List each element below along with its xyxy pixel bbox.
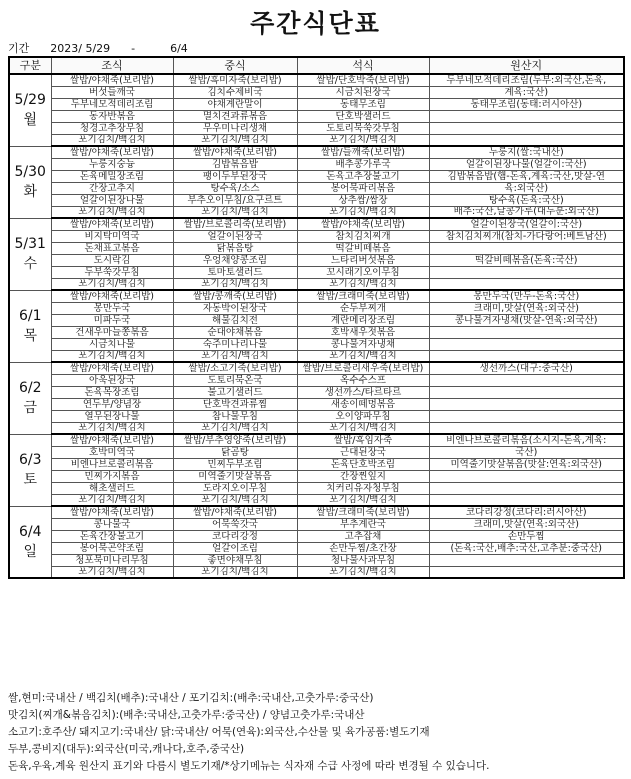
- breakfast-cell: 콩나물국: [51, 518, 173, 530]
- origin-notes: [8, 690, 623, 775]
- origin-cell: [429, 398, 624, 410]
- origin-cell: [429, 326, 624, 338]
- breakfast-cell: 쌀밥/야채죽(보리밥): [51, 290, 173, 302]
- table-row: [9, 242, 624, 254]
- table-row: [9, 146, 624, 158]
- origin-cell: 두부네모적데리조림(두부:외국산,돈육,: [429, 74, 624, 86]
- table-row: [9, 398, 624, 410]
- origin-cell: [429, 410, 624, 422]
- table-row: [9, 74, 624, 86]
- table-row: [9, 554, 624, 566]
- origin-cell: [429, 494, 624, 506]
- origin-cell: 배추:국산,날콩가루(대두분:외국산): [429, 206, 624, 218]
- breakfast-cell: 쌀밥/야채죽(보리밥): [51, 434, 173, 446]
- breakfast-cell: 돈육메밀장조림: [51, 170, 173, 182]
- header-lunch: 중식: [173, 57, 297, 74]
- note-line: 두부,콩비지(대두):외국산(미국,캐나다,호주,중국산): [8, 743, 245, 755]
- dinner-cell: 돈육고추장불고기: [297, 170, 429, 182]
- lunch-cell: 우엉채양콩조림: [173, 254, 297, 266]
- origin-cell: 계육:국산): [429, 86, 624, 98]
- breakfast-cell: 포기김치/백김치: [51, 350, 173, 362]
- origin-cell: [429, 266, 624, 278]
- table-row: [9, 326, 624, 338]
- table-row: [9, 338, 624, 350]
- day-label: [9, 218, 51, 290]
- dinner-cell: 포기김치/백김치: [297, 422, 429, 434]
- breakfast-cell: 누룽지숭늉: [51, 158, 173, 170]
- lunch-cell: 포기김치/백김치: [173, 134, 297, 146]
- table-row: [9, 110, 624, 122]
- day-weekday: 일: [23, 543, 38, 560]
- origin-cell: 육:외국산): [429, 182, 624, 194]
- day-label: [9, 290, 51, 362]
- day-label: [9, 74, 51, 146]
- lunch-cell: 쌀밥/야채죽(보리밥): [173, 146, 297, 158]
- origin-cell: 비엔나브로콜리볶음(소시지-돈육,계육:: [429, 434, 624, 446]
- dinner-cell: 포기김치/백김치: [297, 494, 429, 506]
- header-breakfast: 조식: [51, 57, 173, 74]
- origin-cell: [429, 470, 624, 482]
- day-date: 5/30: [14, 164, 46, 180]
- dinner-cell: 호박새우젓볶음: [297, 326, 429, 338]
- header-category: 구분: [9, 57, 51, 74]
- table-row: [9, 314, 624, 326]
- dinner-cell: 청나물사과무침: [297, 554, 429, 566]
- note-line: 맛김치(찌개&볶음김치):(배추:국내산,고춧가루:중국산) / 양념고춧가루:국내산: [8, 709, 365, 721]
- dinner-cell: 포기김치/백김치: [297, 206, 429, 218]
- breakfast-cell: 호박미역국: [51, 446, 173, 458]
- dinner-cell: 시금치된장국: [297, 86, 429, 98]
- dinner-cell: 생선까스/타르타르: [297, 386, 429, 398]
- breakfast-cell: 돈육간장불고기: [51, 530, 173, 542]
- day-date: 6/1: [18, 308, 42, 324]
- dinner-cell: 손만두찜/초간장: [297, 542, 429, 554]
- breakfast-cell: 청경고추장무침: [51, 122, 173, 134]
- dinner-cell: 오이양파무침: [297, 410, 429, 422]
- header-row: [9, 57, 624, 74]
- origin-cell: 생선까스(대구:중국산): [429, 362, 624, 374]
- day-weekday: 금: [23, 400, 38, 416]
- day-date: 5/29: [14, 92, 46, 109]
- table-row: [9, 218, 624, 230]
- breakfast-cell: 얼갈이된장나물: [51, 194, 173, 206]
- origin-cell: [429, 122, 624, 134]
- table-row: [9, 386, 624, 398]
- table-row: [9, 530, 624, 542]
- origin-cell: 몽만두국(만두-돈육:국산): [429, 290, 624, 302]
- breakfast-cell: 포기김치/백김치: [51, 494, 173, 506]
- lunch-cell: 닭볶음탕: [173, 242, 297, 254]
- lunch-cell: 순대야채볶음: [173, 326, 297, 338]
- lunch-cell: 도라지오이무침: [173, 482, 297, 494]
- origin-cell: 김밥볶음밥(햄-돈육,계육:국산,맛살-연: [429, 170, 624, 182]
- dinner-cell: 계란메리장조림: [297, 314, 429, 326]
- breakfast-cell: 민찌가지볶음: [51, 470, 173, 482]
- lunch-cell: 얼갈이조림: [173, 542, 297, 554]
- breakfast-cell: 두부네모적데리조림: [51, 98, 173, 110]
- table-row: [9, 482, 624, 494]
- dinner-cell: 떡갈비떼볶음: [297, 242, 429, 254]
- origin-cell: [429, 566, 624, 578]
- table-row: [9, 194, 624, 206]
- table-row: [9, 86, 624, 98]
- day-date: 6/2: [18, 380, 42, 396]
- origin-cell: 얼갈이된장나물(얼갈이:국산): [429, 158, 624, 170]
- breakfast-cell: 포기김치/백김치: [51, 422, 173, 434]
- lunch-cell: 쌀밥/소고기죽(보리밥): [173, 362, 297, 374]
- origin-cell: [429, 422, 624, 434]
- breakfast-cell: 포기김치/백김치: [51, 278, 173, 290]
- lunch-cell: 코다리강정: [173, 530, 297, 542]
- dinner-cell: 도토리묵쑥갓무침: [297, 122, 429, 134]
- lunch-cell: 야채계란말이: [173, 98, 297, 110]
- dinner-cell: 쌀밥/크래미죽(보리밥): [297, 290, 429, 302]
- lunch-cell: 포기김치/백김치: [173, 350, 297, 362]
- dinner-cell: 느타리버섯볶음: [297, 254, 429, 266]
- breakfast-cell: 동자반볶음: [51, 110, 173, 122]
- origin-cell: [429, 110, 624, 122]
- table-row: [9, 230, 624, 242]
- breakfast-cell: 쌀밥/야채죽(보리밥): [51, 74, 173, 86]
- origin-cell: [429, 242, 624, 254]
- dinner-cell: 배추콩가루국: [297, 158, 429, 170]
- period-start: 2023/ 5/29: [50, 42, 111, 55]
- lunch-cell: 단호박견과류찜: [173, 398, 297, 410]
- day-label: [9, 362, 51, 434]
- lunch-cell: 포기김치/백김치: [173, 422, 297, 434]
- dinner-cell: 옥수수스프: [297, 374, 429, 386]
- origin-cell: [429, 374, 624, 386]
- table-row: [9, 302, 624, 314]
- origin-cell: 동태무조림(동태:러시아산): [429, 98, 624, 110]
- dinner-cell: 콩나물겨자냉채: [297, 338, 429, 350]
- lunch-cell: 도토리묵온국: [173, 374, 297, 386]
- breakfast-cell: 버섯들깨국: [51, 86, 173, 98]
- breakfast-cell: 두부쑥갓무침: [51, 266, 173, 278]
- dinner-cell: 치커리유자청무침: [297, 482, 429, 494]
- lunch-cell: 포기김치/백김치: [173, 494, 297, 506]
- origin-cell: [429, 482, 624, 494]
- dinner-cell: 포기김치/백김치: [297, 278, 429, 290]
- lunch-cell: 포기김치/백김치: [173, 206, 297, 218]
- dinner-cell: 쌀밥/브로콜리새우죽(보리밥): [297, 362, 429, 374]
- lunch-cell: 무우미나리생채: [173, 122, 297, 134]
- breakfast-cell: 포기김치/백김치: [51, 206, 173, 218]
- header-origin: 원산지: [429, 57, 624, 74]
- breakfast-cell: 열무된장나물: [51, 410, 173, 422]
- dinner-cell: 포기김치/백김치: [297, 350, 429, 362]
- lunch-cell: 불고기샐러드: [173, 386, 297, 398]
- dinner-cell: 쌀밥/단호박죽(보리밥): [297, 74, 429, 86]
- note-line: 소고기:호주산/ 돼지고기:국내산/ 닭:국내산/ 어묵(연육):외국산,수산물 및 육가공품:별도기재: [8, 726, 430, 738]
- breakfast-cell: 돈채표고볶음: [51, 242, 173, 254]
- weekly-menu-table: [8, 56, 625, 579]
- origin-cell: (돈육:국산,배추:국산,고추분:중국산): [429, 542, 624, 554]
- table-row: [9, 266, 624, 278]
- dinner-cell: 꼬시래기오이무침: [297, 266, 429, 278]
- dinner-cell: 쌀밥/야채죽(보리밥): [297, 218, 429, 230]
- origin-cell: [429, 338, 624, 350]
- breakfast-cell: 건새우마늘쫑볶음: [51, 326, 173, 338]
- lunch-cell: 쌀밥/부추영양죽(보리밥): [173, 434, 297, 446]
- origin-cell: 국산): [429, 446, 624, 458]
- dinner-cell: 돈육단호박조림: [297, 458, 429, 470]
- day-label: [9, 434, 51, 506]
- table-row: [9, 422, 624, 434]
- lunch-cell: 팽이두부된장국: [173, 170, 297, 182]
- day-label: [9, 146, 51, 218]
- lunch-cell: 멸치견과류볶음: [173, 110, 297, 122]
- breakfast-cell: 아욱된장국: [51, 374, 173, 386]
- breakfast-cell: 해초샐러드: [51, 482, 173, 494]
- dinner-cell: 쌀밥/크래미죽(보리밥): [297, 506, 429, 518]
- lunch-cell: 민찌두부조림: [173, 458, 297, 470]
- table-row: [9, 506, 624, 518]
- origin-cell: [429, 350, 624, 362]
- breakfast-cell: 비엔나브로콜리볶음: [51, 458, 173, 470]
- table-row: [9, 410, 624, 422]
- period-end: 6/4: [170, 42, 188, 55]
- dinner-cell: 쌀밥/흑임자죽: [297, 434, 429, 446]
- day-label: [9, 506, 51, 578]
- lunch-cell: 쌀밥/콩깨죽(보리밥): [173, 290, 297, 302]
- table-row: [9, 362, 624, 374]
- dinner-cell: 근대된장국: [297, 446, 429, 458]
- origin-cell: 누룽지(쌀:국내산): [429, 146, 624, 158]
- period-label: 기간: [8, 42, 30, 55]
- lunch-cell: 자동박이된장국: [173, 302, 297, 314]
- lunch-cell: 좋면야채무침: [173, 554, 297, 566]
- origin-cell: 미역줄기맛살볶음(맛살:연육:외국산): [429, 458, 624, 470]
- table-row: [9, 566, 624, 578]
- table-row: [9, 254, 624, 266]
- table-row: [9, 446, 624, 458]
- period-line: [8, 40, 188, 56]
- table-row: [9, 434, 624, 446]
- lunch-cell: 숙주미나리나물: [173, 338, 297, 350]
- table-row: [9, 374, 624, 386]
- lunch-cell: 얼갈이된장국: [173, 230, 297, 242]
- dinner-cell: 상추쌈/쌈장: [297, 194, 429, 206]
- lunch-cell: 어묵쑥갓국: [173, 518, 297, 530]
- day-date: 6/3: [18, 452, 42, 468]
- table-row: [9, 278, 624, 290]
- lunch-cell: 닭곰탕: [173, 446, 297, 458]
- dinner-cell: 동태무조림: [297, 98, 429, 110]
- lunch-cell: 해물김치전: [173, 314, 297, 326]
- breakfast-cell: 간장고추지: [51, 182, 173, 194]
- breakfast-cell: 쌀밥/야채죽(보리밥): [51, 506, 173, 518]
- table-row: [9, 122, 624, 134]
- dinner-cell: 포기김치/백김치: [297, 566, 429, 578]
- day-weekday: 수: [23, 256, 38, 272]
- origin-cell: 손만두찜: [429, 530, 624, 542]
- day-weekday: 목: [23, 328, 38, 344]
- table-row: [9, 206, 624, 218]
- table-row: [9, 290, 624, 302]
- lunch-cell: 김밥볶음밥: [173, 158, 297, 170]
- dinner-cell: 간장찐잎지: [297, 470, 429, 482]
- lunch-cell: 참나물무침: [173, 410, 297, 422]
- lunch-cell: 탕수육/소스: [173, 182, 297, 194]
- table-row: [9, 458, 624, 470]
- breakfast-cell: 돈육목장조림: [51, 386, 173, 398]
- table-row: [9, 134, 624, 146]
- table-row: [9, 542, 624, 554]
- origin-cell: 코다리강정(코다리:러시아산): [429, 506, 624, 518]
- origin-cell: 탕수육(돈육:국산): [429, 194, 624, 206]
- breakfast-cell: 몽만두국: [51, 302, 173, 314]
- lunch-cell: 쌀밥/야채죽(보리밥): [173, 506, 297, 518]
- lunch-cell: 토마토샐러드: [173, 266, 297, 278]
- breakfast-cell: 포기김치/백김치: [51, 566, 173, 578]
- table-row: [9, 182, 624, 194]
- origin-cell: 콩나물겨자냉채(맛살-연육:외국산): [429, 314, 624, 326]
- breakfast-cell: 쌀밥/야채죽(보리밥): [51, 362, 173, 374]
- dinner-cell: 봉어묵파리볶음: [297, 182, 429, 194]
- table-row: [9, 170, 624, 182]
- lunch-cell: 쌀밥/흑미자죽(보리밥): [173, 74, 297, 86]
- breakfast-cell: 청포묵미나리무침: [51, 554, 173, 566]
- page-title: 주간식단표: [250, 9, 381, 38]
- breakfast-cell: 시금치나물: [51, 338, 173, 350]
- origin-cell: [429, 278, 624, 290]
- origin-cell: [429, 554, 624, 566]
- lunch-cell: 포기김치/백김치: [173, 566, 297, 578]
- dinner-cell: 참치김치찌개: [297, 230, 429, 242]
- lunch-cell: 쌀밥/브로콜리죽(보리밥): [173, 218, 297, 230]
- note-line: 쌀,현미:국내산 / 백김치(배추):국내산 / 포기김치:(배추:국내산,고춧가루:중국산): [8, 692, 374, 704]
- table-row: [9, 158, 624, 170]
- origin-cell: 참치김치찌개(참치-가다랑어:베트남산): [429, 230, 624, 242]
- origin-cell: 떡갈비떼볶음(돈육:국산): [429, 254, 624, 266]
- origin-cell: 얼갈이된장국(얼갈이:국산): [429, 218, 624, 230]
- breakfast-cell: 미파두국: [51, 314, 173, 326]
- breakfast-cell: 연두부/양념장: [51, 398, 173, 410]
- origin-cell: 크래미,맛살(연육:외국산): [429, 302, 624, 314]
- origin-cell: [429, 386, 624, 398]
- table-row: [9, 98, 624, 110]
- lunch-cell: 부추오이무침/요구르트: [173, 194, 297, 206]
- day-date: 6/4: [18, 523, 42, 540]
- day-weekday: 화: [23, 184, 38, 200]
- dinner-cell: 새송이떼멍볶음: [297, 398, 429, 410]
- breakfast-cell: 도시락김: [51, 254, 173, 266]
- breakfast-cell: 봉어묵곤약조림: [51, 542, 173, 554]
- dinner-cell: 부추계란국: [297, 518, 429, 530]
- breakfast-cell: 비지탁미역국: [51, 230, 173, 242]
- day-weekday: 월: [23, 112, 38, 129]
- dinner-cell: 포기김치/백김치: [297, 134, 429, 146]
- lunch-cell: 김치수제비국: [173, 86, 297, 98]
- breakfast-cell: 쌀밥/야채죽(보리밥): [51, 218, 173, 230]
- dinner-cell: 순두부찌개: [297, 302, 429, 314]
- breakfast-cell: 포기김치/백김치: [51, 134, 173, 146]
- table-row: [9, 518, 624, 530]
- note-line: 돈육,우육,계육 원산지 표기와 다름시 별도기재/*상기메뉴는 식자재 수급 사정에 따라 변경될 수 있습니다.: [8, 760, 490, 772]
- day-weekday: 토: [23, 472, 38, 488]
- lunch-cell: 포기김치/백김치: [173, 278, 297, 290]
- breakfast-cell: 쌀밥/야채죽(보리밥): [51, 146, 173, 158]
- dinner-cell: 단호박샐러드: [297, 110, 429, 122]
- day-date: 5/31: [14, 236, 46, 252]
- period-separator: -: [131, 42, 136, 55]
- origin-cell: 크래미,맛살(연육:외국산): [429, 518, 624, 530]
- dinner-cell: 쌀밥/들깨죽(보리밥): [297, 146, 429, 158]
- header-dinner: 석식: [297, 57, 429, 74]
- lunch-cell: 미역줄기맛살볶음: [173, 470, 297, 482]
- table-row: [9, 470, 624, 482]
- origin-cell: [429, 134, 624, 146]
- dinner-cell: 고추잡채: [297, 530, 429, 542]
- table-row: [9, 494, 624, 506]
- table-row: [9, 350, 624, 362]
